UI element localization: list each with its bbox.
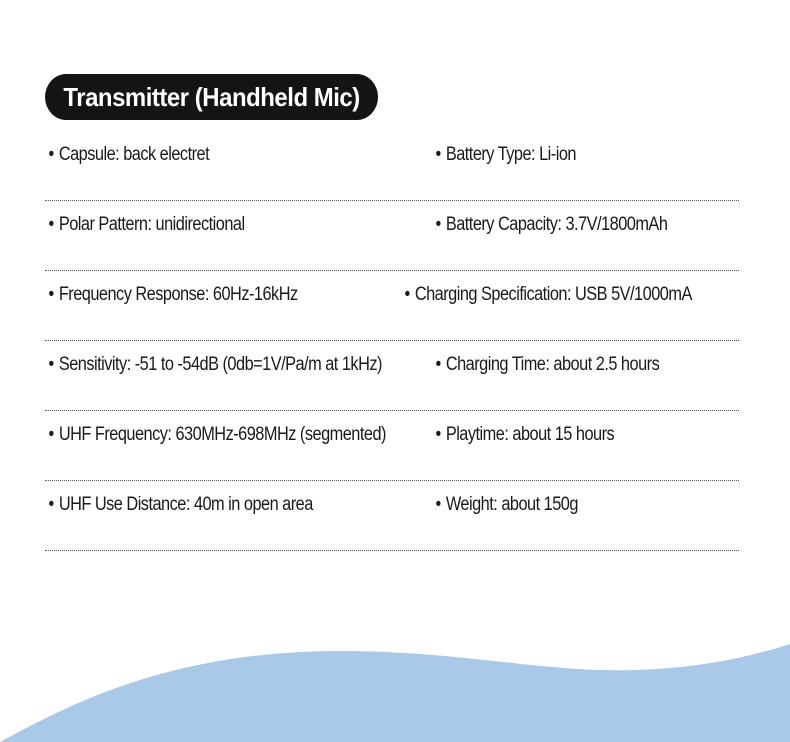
spec-item xyxy=(45,272,351,340)
bullet-icon: • xyxy=(48,424,54,445)
spec-item xyxy=(432,342,696,410)
spec-text: Capsule: back electret xyxy=(58,144,210,165)
bullet-icon: • xyxy=(48,494,54,515)
spec-text: Frequency Response: 60Hz-16kHz xyxy=(58,284,298,305)
bullet-icon: • xyxy=(48,284,54,305)
wave-shape xyxy=(0,644,790,742)
spec-text: UHF Frequency: 630MHz-698MHz (segmented) xyxy=(58,424,386,445)
bullet-icon: • xyxy=(48,354,54,375)
spec-row xyxy=(45,412,739,481)
spec-item xyxy=(45,412,386,480)
bullet-icon: • xyxy=(435,494,441,515)
spec-text: Charging Time: about 2.5 hours xyxy=(445,354,660,375)
bullet-icon: • xyxy=(435,214,441,235)
bullet-icon: • xyxy=(48,214,54,235)
spec-list xyxy=(45,132,739,552)
section-title: Transmitter (Handheld Mic) xyxy=(45,74,378,120)
spec-item xyxy=(45,342,382,410)
bullet-icon: • xyxy=(435,144,441,165)
spec-row xyxy=(45,202,739,271)
spec-item xyxy=(432,412,696,480)
bullet-icon: • xyxy=(404,284,410,305)
spec-row xyxy=(45,482,739,551)
spec-row xyxy=(45,342,739,411)
spec-text: UHF Use Distance: 40m in open area xyxy=(58,494,313,515)
spec-item xyxy=(45,202,378,270)
spec-row xyxy=(45,272,739,341)
bullet-icon: • xyxy=(48,144,54,165)
spec-item xyxy=(45,132,378,200)
spec-item xyxy=(432,132,696,200)
bullet-icon: • xyxy=(435,354,441,375)
spec-text: Playtime: about 15 hours xyxy=(445,424,615,445)
spec-item xyxy=(432,202,696,270)
spec-text: Sensitivity: -51 to -54dB (0db=1V/Pa/m at 1kHz) xyxy=(58,354,382,375)
spec-text: Battery Type: Li-ion xyxy=(445,144,576,165)
spec-row xyxy=(45,132,739,201)
spec-text: Battery Capacity: 3.7V/1800mAh xyxy=(445,214,668,235)
spec-item xyxy=(45,482,378,550)
decorative-wave xyxy=(0,630,790,742)
bullet-icon: • xyxy=(435,424,441,445)
spec-text: Weight: about 150g xyxy=(445,494,578,515)
spec-item xyxy=(401,272,692,340)
spec-item xyxy=(432,482,696,550)
spec-text: Charging Specification: USB 5V/1000mA xyxy=(414,284,692,305)
spec-text: Polar Pattern: unidirectional xyxy=(58,214,245,235)
